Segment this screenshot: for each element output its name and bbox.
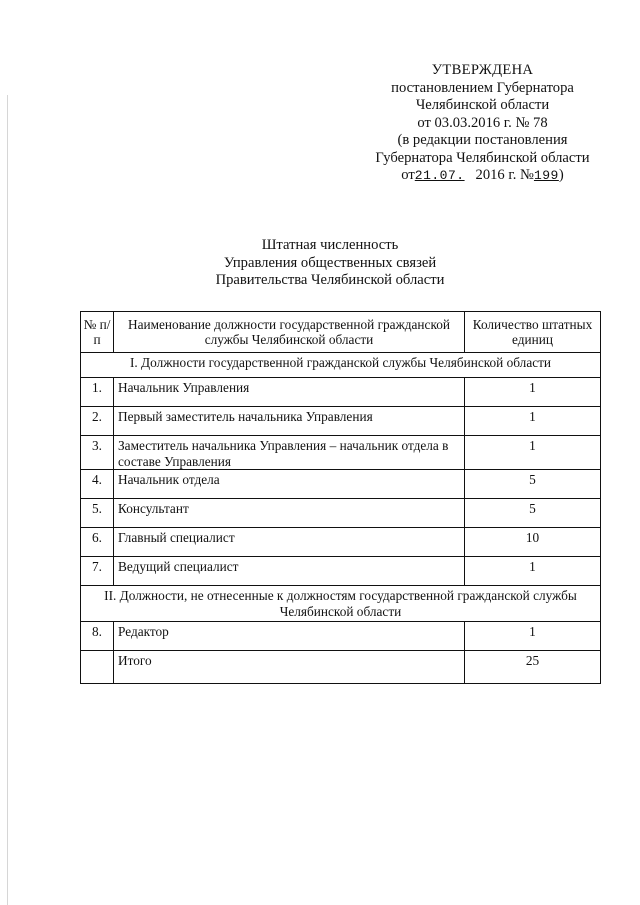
approval-line: Челябинской области <box>415 97 550 113</box>
approval-line: (в редакции постановления <box>397 132 568 148</box>
header-number: № п/п <box>81 312 114 353</box>
row-count: 5 <box>465 499 601 528</box>
approval-line: постановлением Губернатора <box>391 79 574 96</box>
row-number: 8. <box>81 622 114 651</box>
row-position: Заместитель начальника Управления – начальник отдела в составе Управления <box>114 436 465 470</box>
total-label: Итого <box>114 651 465 684</box>
revision-suffix: ) <box>558 167 564 183</box>
row-number: 3. <box>81 436 114 470</box>
document-title-line: Штатная численность <box>261 237 399 253</box>
row-count: 5 <box>465 470 601 499</box>
row-number: 6. <box>81 528 114 557</box>
document-title-line: Управления общественных связей <box>223 254 437 271</box>
row-number: 4. <box>81 470 114 499</box>
table-row <box>81 528 601 557</box>
row-count: 10 <box>465 528 601 557</box>
row-position: Первый заместитель начальника Управления <box>114 407 465 436</box>
approval-stamp <box>355 62 610 185</box>
table-row <box>81 436 601 470</box>
revision-prefix: от <box>401 167 415 183</box>
row-count: 1 <box>465 622 601 651</box>
row-count: 1 <box>465 436 601 470</box>
approval-title: УТВЕРЖДЕНА <box>431 62 534 78</box>
row-position: Начальник Управления <box>114 378 465 407</box>
row-count: 1 <box>465 557 601 586</box>
section-row <box>81 353 601 378</box>
row-position: Консультант <box>114 499 465 528</box>
row-position: Начальник отдела <box>114 470 465 499</box>
approval-line: Губернатора Челябинской области <box>375 149 590 166</box>
revision-date: 21.07. <box>414 168 465 183</box>
approval-revision-line <box>355 167 610 185</box>
row-number: 2. <box>81 407 114 436</box>
approval-line: от 03.03.2016 г. № 78 <box>417 114 548 131</box>
table-row <box>81 407 601 436</box>
table-header-row <box>81 312 601 353</box>
section-row <box>81 586 601 622</box>
header-position: Наименование должности государственной гражданской службы Челябинской области <box>114 312 465 353</box>
row-position: Ведущий специалист <box>114 557 465 586</box>
total-number <box>81 651 114 684</box>
table-row <box>81 499 601 528</box>
scan-edge-line <box>7 95 8 905</box>
table-row <box>81 470 601 499</box>
row-count: 1 <box>465 407 601 436</box>
revision-middle: 2016 г. № <box>475 167 534 183</box>
row-position: Редактор <box>114 622 465 651</box>
row-count: 1 <box>465 378 601 407</box>
table-row <box>81 557 601 586</box>
total-row <box>81 651 601 684</box>
section-title: II. Должности, не отнесенные к должностям государственной гражданской службы Челябинской области <box>81 586 601 622</box>
revision-number: 199 <box>533 168 559 183</box>
row-number: 5. <box>81 499 114 528</box>
document-title-line: Правительства Челябинской области <box>215 272 445 288</box>
row-number: 7. <box>81 557 114 586</box>
table-row <box>81 622 601 651</box>
total-count: 25 <box>465 651 601 684</box>
staff-table <box>80 311 601 684</box>
section-title: I. Должности государственной гражданской службы Челябинской области <box>81 353 601 378</box>
table-row <box>81 378 601 407</box>
document-title <box>140 237 520 290</box>
row-number: 1. <box>81 378 114 407</box>
header-count: Количество штатных единиц <box>465 312 601 353</box>
row-position: Главный специалист <box>114 528 465 557</box>
